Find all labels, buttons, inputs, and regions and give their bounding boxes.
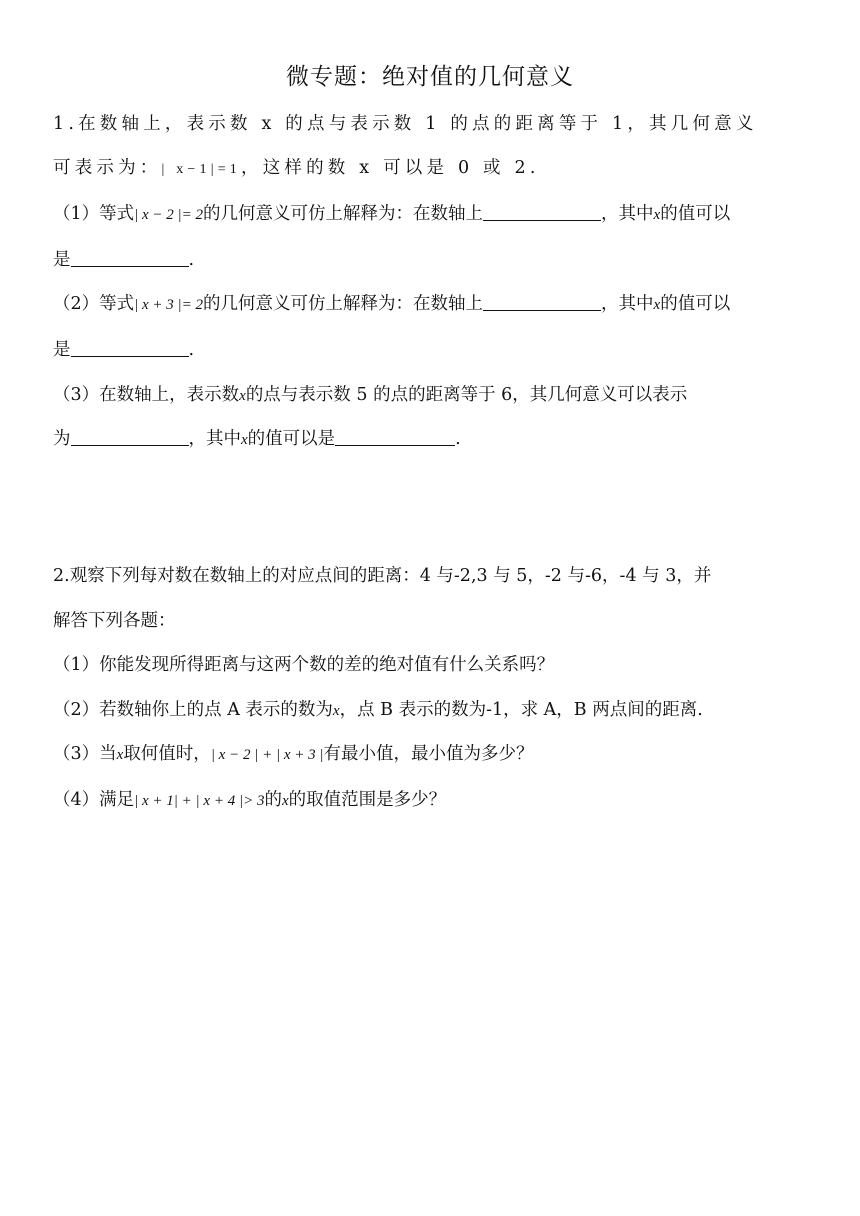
q1-part2-text-e: 是	[53, 340, 71, 360]
q1-part1-line1	[53, 200, 730, 225]
q2-part4-text-a: （4）满足	[53, 790, 135, 810]
q1-line2-text-b: ，这样的数 x 可以是 0 或 2.	[241, 158, 540, 178]
q1-part1-text-e: 是	[53, 250, 71, 270]
q2-part3-var: x	[116, 747, 124, 763]
q1-line1: 1.在数轴上，表示数 x 的点与表示数 1 的点的距离等于 1，其几何意义	[53, 114, 758, 134]
q1-part1-line2	[53, 246, 194, 271]
page-title: 微专题：绝对值的几何意义	[286, 64, 574, 90]
q1-line2	[53, 154, 540, 179]
q1-part1-blank-meaning[interactable]	[483, 204, 601, 221]
q2-line2: 解答下列各题：	[53, 611, 176, 631]
q1-part2-var: x	[653, 297, 661, 313]
q2-part3-text-c: 有最小值，最小值为多少？	[323, 744, 534, 764]
q1-part3-line2	[53, 425, 461, 450]
q2-part4-formula: | x + 1| + | x + 4 |> 3	[134, 793, 265, 809]
q1-part1-blank-value[interactable]	[71, 250, 189, 267]
q1-part1-text-f: .	[188, 250, 195, 270]
q1-part1-formula: | x − 2 |= 2	[134, 207, 204, 223]
q1-part3-blank-meaning[interactable]	[71, 429, 189, 446]
q2-part2	[53, 696, 703, 721]
q2-part4	[53, 786, 446, 811]
q2-part2-text-a: （2）若数轴你上的点 A 表示的数为	[53, 700, 333, 720]
q1-part3-text-a: （3）在数轴上，表示数	[53, 385, 240, 405]
q2-part1: （1）你能发现所得距离与这两个数的差的绝对值有什么关系吗？	[53, 655, 555, 675]
q1-part2-line1	[53, 290, 730, 315]
q1-part2-blank-meaning[interactable]	[483, 294, 601, 311]
q1-line2-text-a: 可表示为：	[53, 158, 162, 178]
q1-part1-var: x	[653, 207, 661, 223]
q1-part1-text-b: 的几何意义可仿上解释为：在数轴上	[203, 204, 484, 224]
q1-part3-var2: x	[241, 432, 248, 448]
q1-part3-text-b: 的点与表示数 5 的点的距离等于 6，其几何意义可以表示	[245, 385, 688, 405]
q2-part4-text-c: 的取值范围是多少？	[288, 790, 447, 810]
q2-part3-text-a: （3）当	[53, 744, 117, 764]
q2-part3	[53, 740, 534, 765]
q1-part3-blank-value[interactable]	[335, 429, 455, 446]
q1-part3-text-d: ，其中	[188, 429, 241, 449]
q1-part1-text-a: （1）等式	[53, 204, 135, 224]
q1-part2-line2	[53, 336, 194, 361]
q1-part1-text-c: ，其中	[601, 204, 654, 224]
q1-part3-text-f: .	[455, 429, 461, 449]
q2-part3-formula: | x − 2 | + | x + 3 |	[210, 747, 324, 763]
q2-part4-var: x	[281, 793, 289, 809]
q1-part2-text-c: ，其中	[601, 294, 654, 314]
q2-part4-text-b: 的	[264, 790, 282, 810]
q1-part2-text-f: .	[188, 340, 195, 360]
q1-part2-formula: | x + 3 |= 2	[134, 297, 204, 313]
q2-part3-text-b: 取何值时，	[123, 744, 211, 764]
q2-line1: 2.观察下列每对数在数轴上的对应点间的距离：4 与-2,3 与 5，-2 与-6，-4 与 3，并	[53, 566, 712, 586]
q1-part2-text-b: 的几何意义可仿上解释为：在数轴上	[203, 294, 484, 314]
q1-part1-text-d: 的值可以	[660, 204, 731, 224]
q2-part2-text-b: ，点 B 表示的数为-1，求 A，B 两点间的距离.	[339, 700, 703, 720]
q1-part3-text-e: 的值可以是	[247, 429, 336, 449]
q1-part2-text-d: 的值可以	[660, 294, 731, 314]
q1-line2-formula: | x−1|=1	[161, 162, 241, 177]
q1-part3-var: x	[239, 388, 246, 404]
q1-part3-text-c: 为	[53, 429, 71, 449]
q1-part2-text-a: （2）等式	[53, 294, 135, 314]
q1-part3-line1	[53, 381, 687, 406]
q1-part2-blank-value[interactable]	[71, 340, 189, 357]
q2-part2-var: x	[332, 703, 340, 719]
